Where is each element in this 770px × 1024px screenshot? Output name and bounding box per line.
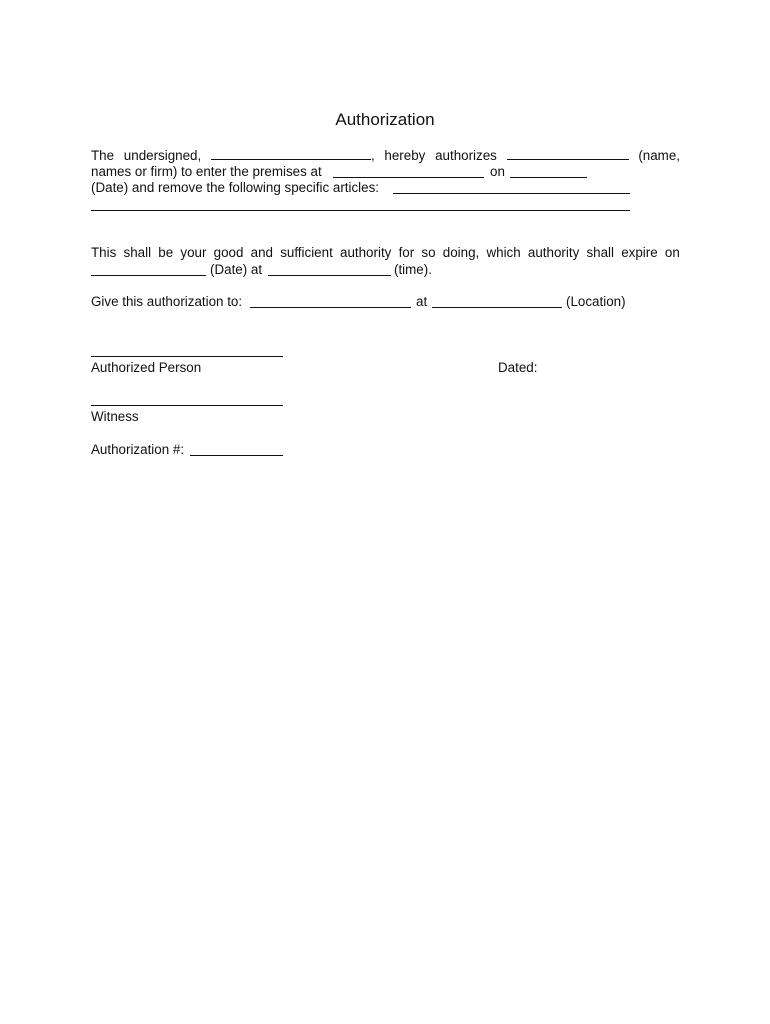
document-title: Authorization [335,110,435,129]
para2-word: and [250,245,273,260]
premises-text: names or firm) to enter the premises at [91,164,322,179]
location-text: (Location) [566,294,626,309]
location-blank[interactable] [432,307,562,308]
expire-date-blank[interactable] [91,275,206,276]
on-text: on [490,164,505,179]
para1-word: undersigned, [123,148,202,163]
para2-word: so [421,245,436,260]
articles-blank-2[interactable] [91,210,630,211]
authorized-party-blank[interactable] [507,147,629,160]
give-to-text: Give this authorization to: [91,294,243,309]
witness-label: Witness [91,409,139,424]
para2-word: sufficient [280,245,333,260]
give-to-blank[interactable] [250,307,411,308]
para2-word: on [664,245,680,260]
authorization-number-label: Authorization #: [91,442,185,457]
para2-word: be [158,245,174,260]
para2-word: authority [527,245,580,260]
date-at-text: (Date) at [210,262,263,277]
para2-line1 [91,245,680,261]
para2-word: for [398,245,415,260]
para2-word: This [91,245,117,260]
para2-word: doing, [442,245,480,260]
premises-blank[interactable] [333,177,484,178]
para2-word: expire [621,245,658,260]
dated-label: Dated: [498,360,538,375]
expire-time-blank[interactable] [268,275,391,276]
para2-word: authority [340,245,392,260]
para1-word: (name, [638,148,680,163]
authorized-person-label: Authorized Person [91,360,202,375]
at-text: at [416,294,428,309]
para1-word: The [91,148,115,163]
name-blank-group [211,147,375,164]
time-text: (time). [394,262,432,277]
witness-signature-line[interactable] [91,405,283,406]
para1-word: authorizes [435,148,497,163]
undersigned-name-blank[interactable] [211,147,371,160]
para2-word: shall [586,245,615,260]
para2-word: good [213,245,244,260]
para2-word: which [486,245,521,260]
para1-word: hereby [384,148,426,163]
comma-text: , [370,148,375,163]
para2-word: your [180,245,207,260]
articles-text: (Date) and remove the following specific articles: [91,180,380,195]
para1-line1 [91,147,680,163]
entry-date-blank[interactable] [510,177,587,178]
authorization-number-blank[interactable] [190,455,283,456]
authorized-person-signature-line[interactable] [91,356,283,357]
para2-word: shall [123,245,152,260]
articles-blank-1[interactable] [393,193,630,194]
